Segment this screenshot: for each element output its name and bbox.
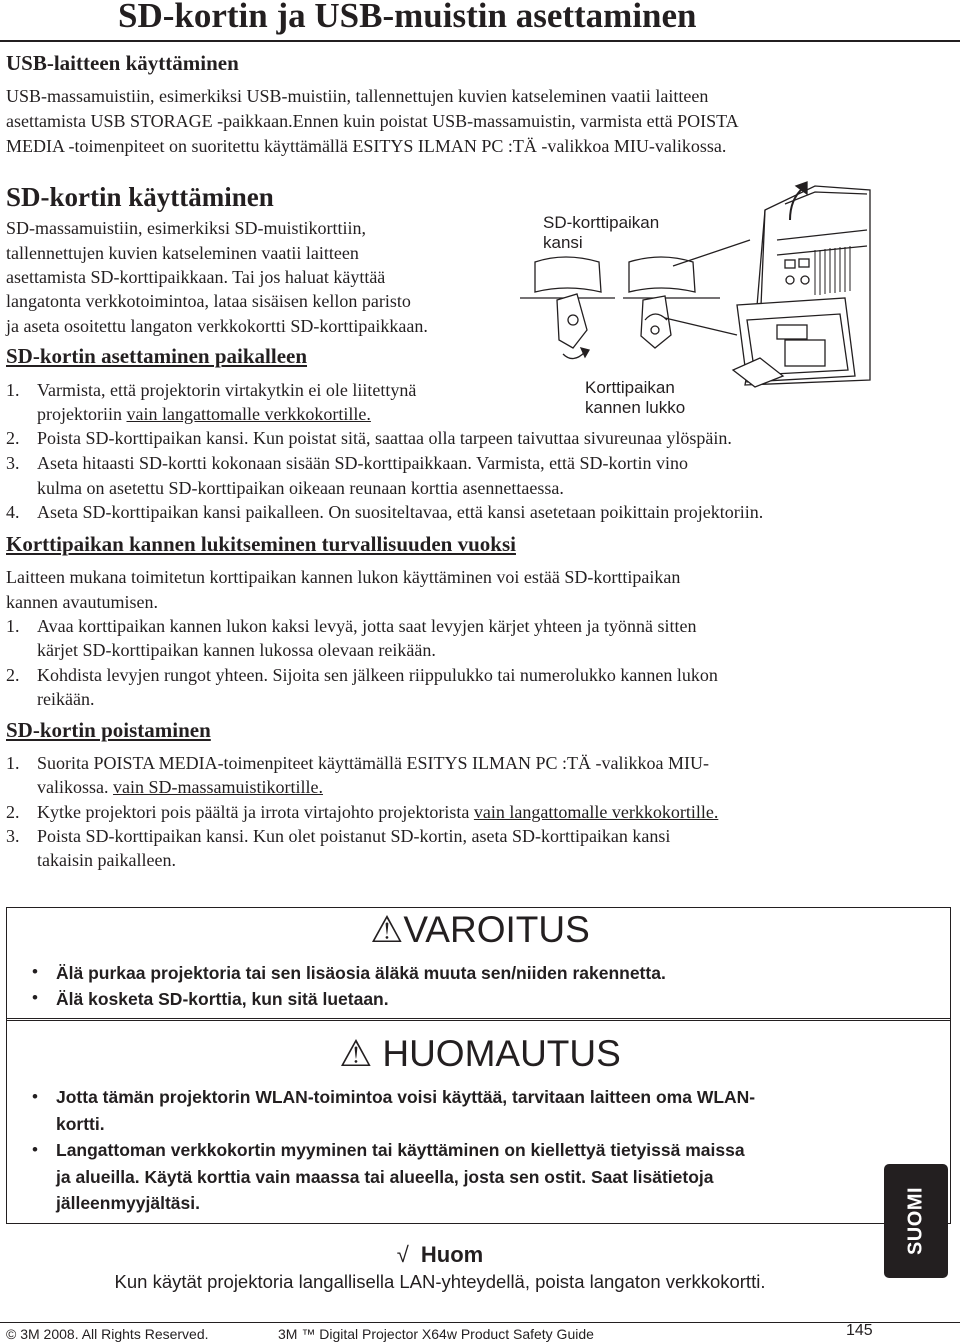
step-number: 1.	[6, 753, 20, 773]
step-number: 1.	[6, 380, 20, 400]
step-text-emphasis: vain langattomalle verkkokortille.	[126, 404, 371, 424]
lock-heading: Korttipaikan kannen lukitseminen turvallisuuden vuoksi	[6, 532, 516, 556]
sd-insert-heading: SD-kortin asettaminen paikalleen	[6, 344, 308, 368]
caution-icon: ⚠	[339, 1033, 373, 1074]
page-title: SD-kortin ja USB-muistin asettaminen	[118, 0, 697, 35]
step-number: 2.	[6, 428, 20, 448]
caution-bullet-line: jälleenmyyjältäsi.	[56, 1193, 200, 1213]
step-text: Poista SD-korttipaikan kansi. Kun olet poistanut SD-kortin, aseta SD-korttipaikan kansi	[37, 826, 671, 846]
step-text	[37, 402, 371, 426]
sd-use-text-line: tallennettujen kuvien katseleminen vaatii laitteen	[6, 243, 359, 263]
caution-title: HUOMAUTUS	[382, 1033, 621, 1074]
note-title: Huom	[420, 1242, 484, 1267]
cover-label-line: SD-korttipaikan	[543, 213, 660, 232]
step-number: 2.	[6, 802, 20, 822]
step-text: Aseta hitaasti SD-kortti kokonaan sisään SD-korttipaikkaan. Varmista, että SD-kortin vino	[37, 453, 689, 473]
step-text: Varmista, että projektorin virtakytkin ei ole liitettynä	[37, 380, 417, 400]
step-text: reikään.	[37, 689, 95, 709]
step-text: kulma on asetettu SD-korttipaikan oikeaan reunaan korttia asennettaessa.	[37, 478, 564, 498]
lock-label-line: Korttipaikan	[585, 378, 675, 397]
step-text	[37, 775, 323, 799]
step-number: 1.	[6, 616, 20, 636]
step-number: 2.	[6, 665, 20, 685]
caution-bullet-line: Jotta tämän projektorin WLAN-toimintoa voisi käyttää, tarvitaan laitteen oma WLAN-	[56, 1087, 756, 1107]
lock-intro-line: Laitteen mukana toimitetun korttipaikan kannen lukon käyttäminen voi estää SD-korttipaikan	[6, 567, 681, 587]
caution-bullet-line: kortti.	[56, 1113, 105, 1134]
step-text	[37, 800, 718, 824]
note-title-row	[0, 1242, 880, 1268]
step-number: 3.	[6, 826, 20, 846]
usb-text-line: USB-massamuistiin, esimerkiksi USB-muistiin, tallennettujen kuvien katseleminen vaatii laitteen	[6, 86, 709, 106]
step-number: 4.	[6, 502, 20, 522]
title-rule	[0, 40, 960, 42]
sd-use-text-line: ja aseta osoitettu langaton verkkokortti SD-korttipaikkaan.	[6, 316, 428, 336]
language-tab-label: SUOMI	[904, 1186, 927, 1256]
step-text: Avaa korttipaikan kannen lukon kaksi levyä, jotta saat levyjen kärjet yhteen ja työnnä sitten	[37, 616, 697, 636]
bullet-icon: •	[32, 962, 38, 981]
step-text: Suorita POISTA MEDIA-toimenpiteet käyttämällä ESITYS ILMAN PC :TÄ -valikkoa MIU-	[37, 753, 709, 773]
caution-bullet	[56, 1084, 755, 1137]
warning-bullet: Älä purkaa projektoria tai sen lisäosia äläkä muuta sen/niiden rakennetta.	[56, 963, 666, 983]
lock-label-line: kannen lukko	[585, 398, 686, 417]
warning-title-row	[0, 908, 960, 951]
sd-use-text-line: asettamista SD-korttipaikkaan. Tai jos haluat käyttää	[6, 267, 386, 287]
caution-bullet-line: Langattoman verkkokortin myyminen tai käyttäminen on kiellettyä tietyissä maissa	[56, 1140, 745, 1160]
cover-label-line: kansi	[543, 233, 583, 252]
footer-guide-title: 3M ™ Digital Projector X64w Product Safety Guide	[278, 1326, 594, 1342]
language-tab	[884, 1164, 948, 1278]
footer-rule	[0, 1322, 960, 1323]
step-text-emphasis: vain SD-massamuistikortille.	[113, 777, 323, 797]
sd-use-heading: SD-kortin käyttäminen	[6, 182, 274, 212]
remove-heading: SD-kortin poistaminen	[6, 718, 211, 742]
step-text: takaisin paikalleen.	[37, 850, 176, 870]
step-text-prefix: Kytke projektori pois päältä ja irrota virtajohto projektorista	[37, 802, 474, 822]
caution-title-row	[0, 1032, 960, 1075]
usb-heading: USB-laitteen käyttäminen	[6, 51, 239, 75]
step-text: Aseta SD-korttipaikan kansi paikalleen. On suositeltavaa, että kansi asetetaan poikittain projektoriin.	[37, 502, 764, 522]
lock-intro-line: kannen avautumisen.	[6, 592, 158, 612]
lock-label	[585, 378, 685, 418]
check-icon: √	[396, 1242, 409, 1267]
usb-text-line: MEDIA -toimenpiteet on suoritettu käyttämällä ESITYS ILMAN PC :TÄ -valikkoa MIU-valikossa.	[6, 136, 727, 156]
cover-label	[543, 213, 659, 253]
warning-title: VAROITUS	[403, 909, 590, 950]
step-text-prefix: valikossa.	[37, 777, 113, 797]
caution-bullet	[56, 1137, 745, 1217]
step-number: 3.	[6, 453, 20, 473]
bullet-icon: •	[32, 1087, 38, 1106]
bullet-icon: •	[32, 988, 38, 1007]
step-text: Poista SD-korttipaikan kansi. Kun poistat sitä, saattaa olla tarpeen taivuttaa sivureunaa ylöspäin.	[37, 428, 732, 448]
note-text: Kun käytät projektoria langallisella LAN-yhteydellä, poista langaton verkkokortti.	[114, 1271, 766, 1292]
usb-text-line: asettamista USB STORAGE -paikkaan.Ennen kuin poistat USB-massamuistin, varmista että POISTA	[6, 111, 739, 131]
warning-bullet: Älä kosketa SD-korttia, kun sitä luetaan.	[56, 989, 389, 1009]
bullet-icon: •	[32, 1140, 38, 1159]
step-text: Kohdista levyjen rungot yhteen. Sijoita sen jälkeen riippulukko tai numerolukko kannen lukon	[37, 665, 718, 685]
step-text-prefix: projektoriin	[37, 404, 127, 424]
page-number: 145	[846, 1322, 873, 1339]
warning-icon: ⚠	[370, 909, 404, 950]
footer-copyright: © 3M 2008. All Rights Reserved.	[6, 1326, 209, 1342]
sd-use-text-line: SD-massamuistiin, esimerkiksi SD-muistikorttiin,	[6, 218, 366, 238]
step-text-emphasis: vain langattomalle verkkokortille.	[473, 802, 719, 822]
step-text: kärjet SD-korttipaikan kannen lukossa olevaan reikään.	[37, 640, 436, 660]
caution-bullet-line: ja alueilla. Käytä korttia vain maassa tai alueella, josta sen ostit. Saat lisätietoja	[56, 1166, 714, 1187]
sd-use-text-line: langatonta verkkotoimintoa, lataa sisäisen kellon paristo	[6, 291, 411, 311]
